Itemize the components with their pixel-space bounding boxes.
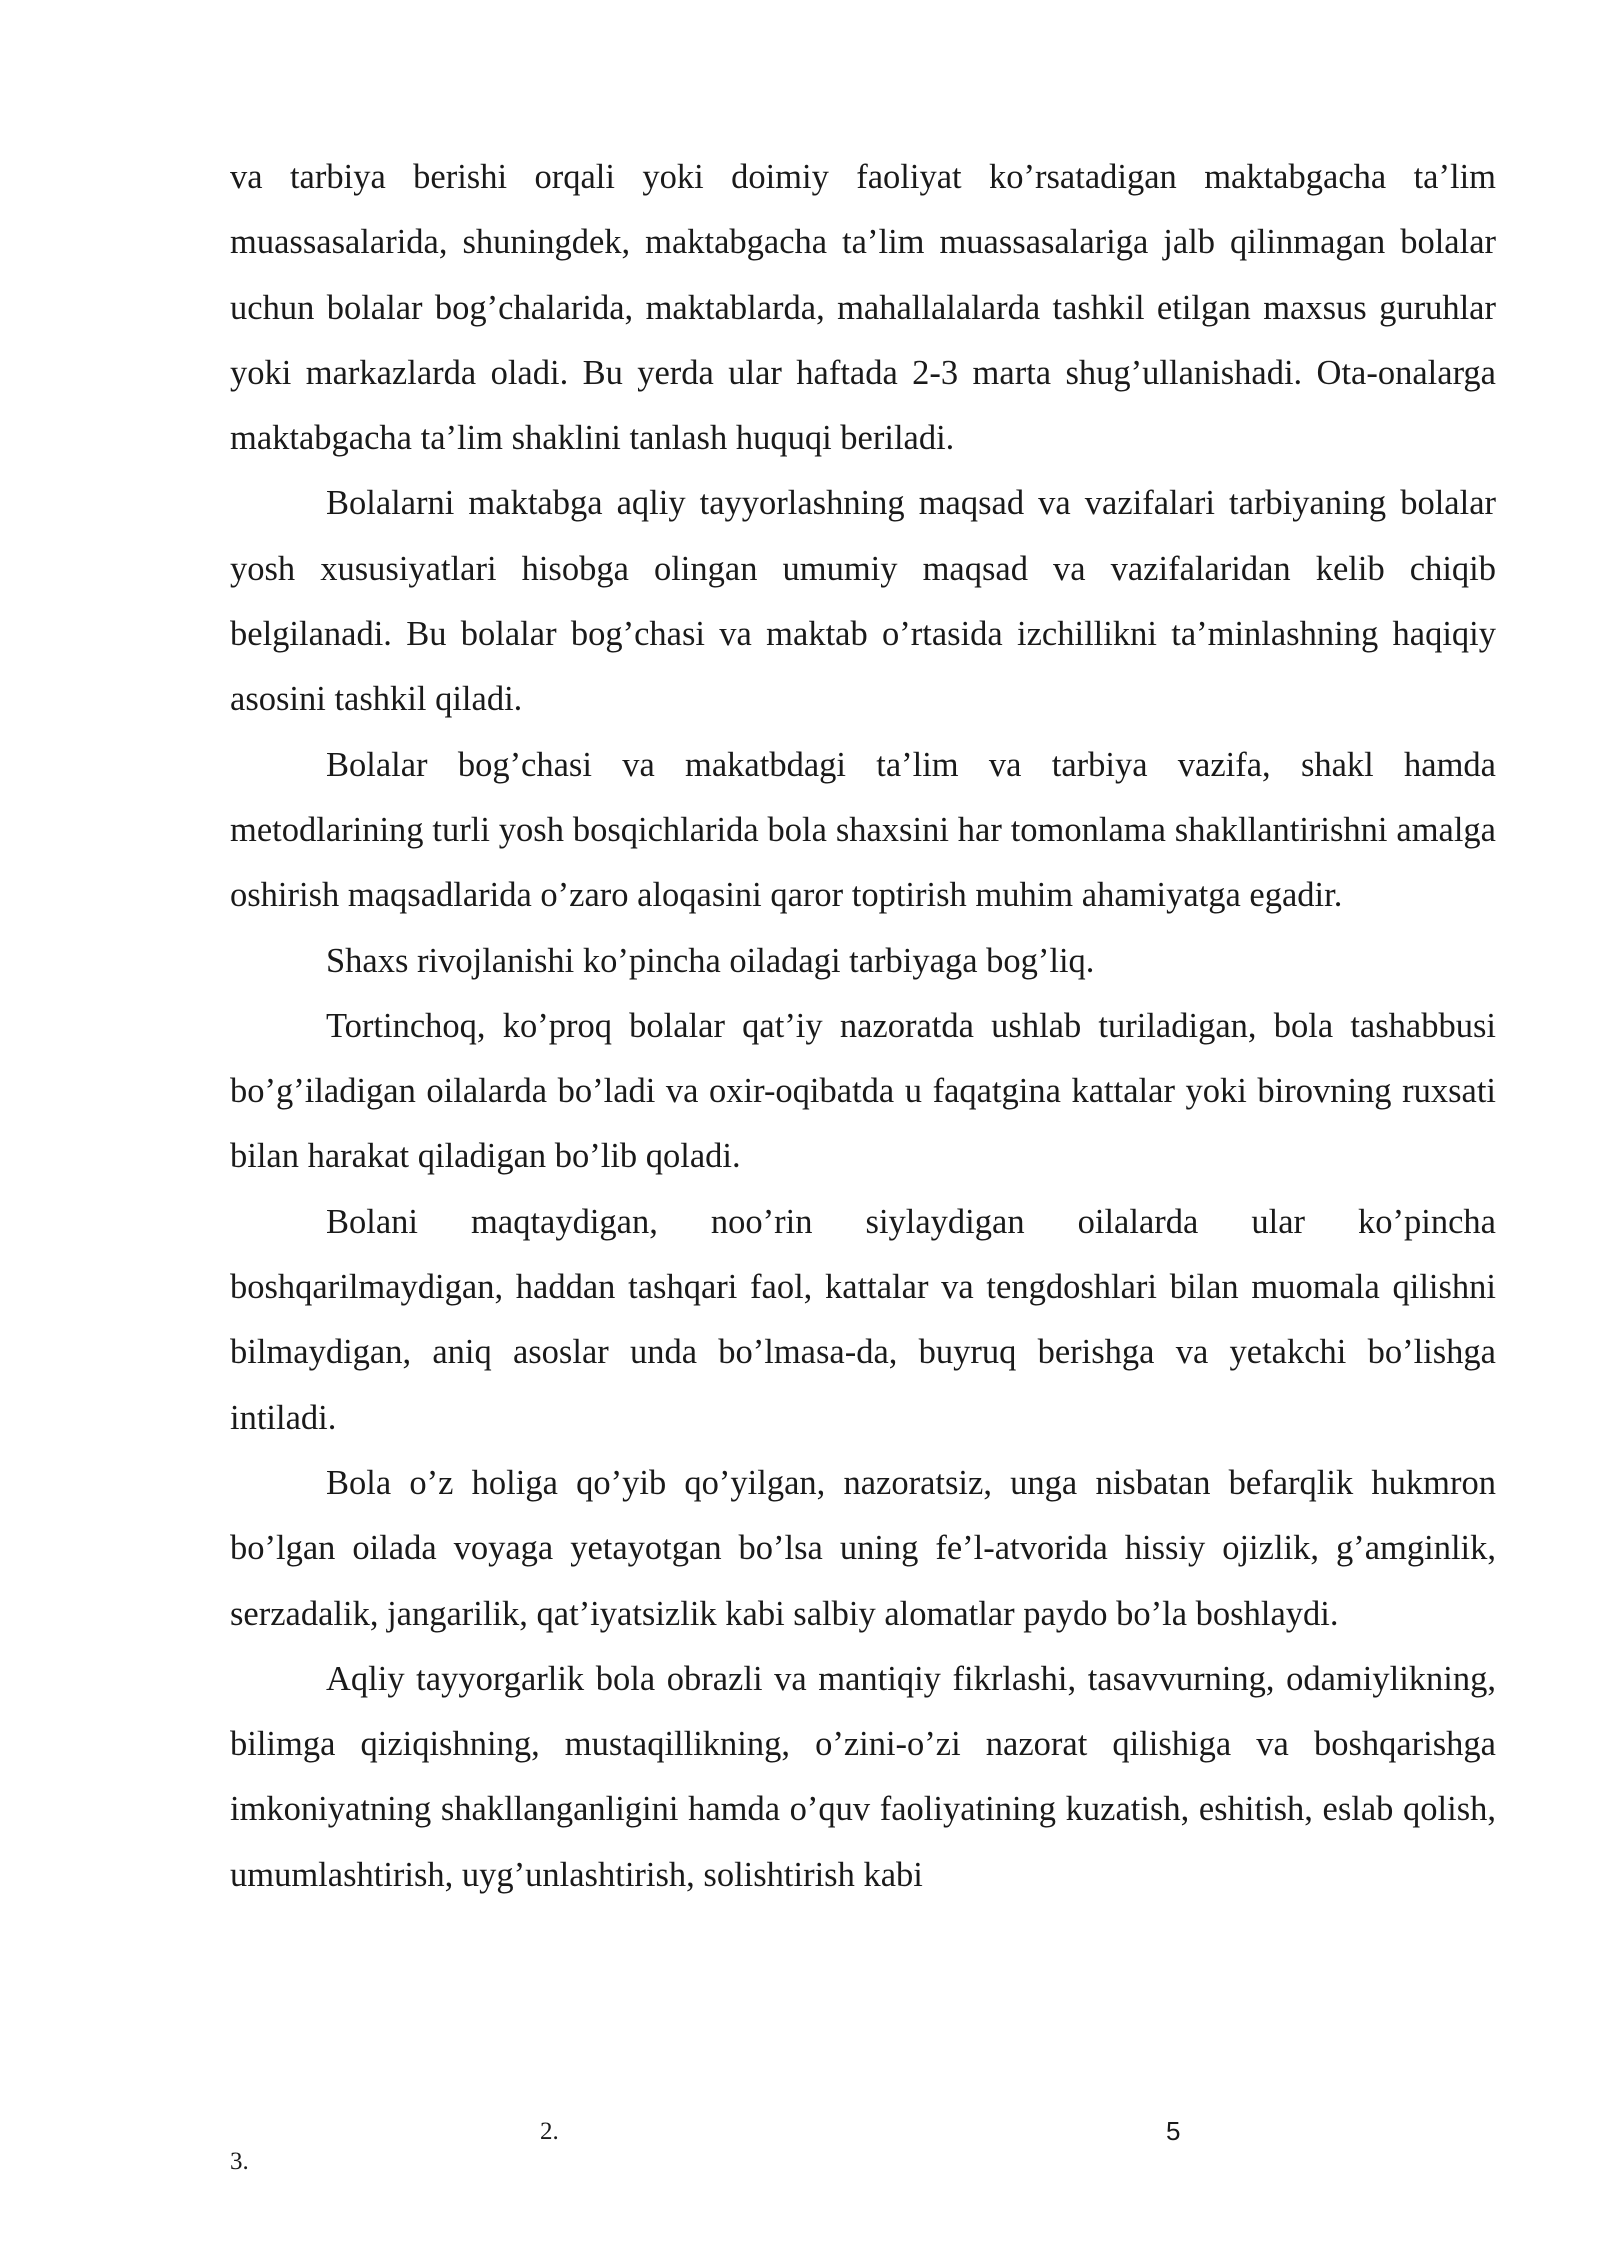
paragraph-8: Aqliy tayyorgarlik bola obrazli va mantiqiy fikrlashi, tasavvurning, odamiylikning, bilimga qiziqishning, mustaqillikning, o’zini-o’zi nazorat qilishiga va boshqarishga imkoniyatning shakllanganligini hamda o’quv faoliyatining kuzatish, eshitish, eslab qolish, umumlashtirish, uyg’unlashtirish, solishtirish kabi: [230, 1659, 1496, 1894]
paragraph-4: Shaxs rivojlanishi ko’pincha oiladagi tarbiyaga bog’liq.: [326, 941, 1095, 980]
page-number: 5: [1166, 2116, 1181, 2146]
body-text: [230, 145, 1496, 1908]
paragraph-2: Bolalarni maktabga aqliy tayyorlashning maqsad va vazifalari tarbiyaning bolalar yosh xususiyatlari hisobga olingan umumiy maqsad va vazifalaridan kelib chiqib belgilanadi. Bu bolalar bog’chasi va maktab o’rtasida izchillikni ta’minlashning haqiqiy asosini tashkil qiladi.: [230, 484, 1496, 719]
footnote-marker-3: 3.: [230, 2148, 249, 2175]
paragraph-3: Bolalar bog’chasi va makatbdagi ta’lim va tarbiya vazifa, shakl hamda metodlarining turli yosh bosqichlarida bola shaxsini har tomonlama shakllantirishni amalga oshirish maqsadlarida o’zaro aloqasini qaror toptirish muhim ahamiyatga egadir.: [230, 745, 1496, 915]
footnote-marker-2: 2.: [540, 2118, 559, 2145]
paragraph-7: Bola o’z holiga qo’yib qo’yilgan, nazoratsiz, unga nisbatan befarqlik hukmron bo’lgan oilada voyaga yetayotgan bo’lsa uning fe’l-atvorida hissiy ojizlik, g’amginlik, serzadalik, jangarilik, qat’iyatsizlik kabi salbiy alomatlar paydo bo’la boshlaydi.: [230, 1463, 1496, 1633]
paragraph-1: va tarbiya berishi orqali yoki doimiy faoliyat ko’rsatadigan maktabgacha ta’lim muassasalarida, shuningdek, maktabgacha ta’lim muassasalariga jalb qilinmagan bolalar uchun bolalar bog’chalarida, maktablarda, mahallalalarda tashkil etilgan maxsus guruhlar yoki markazlarda oladi. Bu yerda ular haftada 2-3 marta shug’ullanishadi. Ota-onalarga maktabgacha ta’lim shaklini tanlash huquqi beriladi.: [230, 158, 1496, 458]
paragraph-5: Tortinchoq, ko’proq bolalar qat’iy nazoratda ushlab turiladigan, bola tashabbusi bo’g’iladigan oilalarda bo’ladi va oxir-oqibatda u faqatgina kattalar yoki birovning ruxsati bilan harakat qiladigan bo’lib qoladi.: [230, 1006, 1496, 1176]
paragraph-6: Bolani maqtaydigan, noo’rin siylaydigan oilalarda ular ko’pincha boshqarilmaydigan, haddan tashqari faol, kattalar va tengdoshlari bilan muomala qilishni bilmaydigan, aniq asoslar unda bo’lmasa-da, buyruq berishga va yetakchi bo’lishga intiladi.: [230, 1202, 1496, 1437]
